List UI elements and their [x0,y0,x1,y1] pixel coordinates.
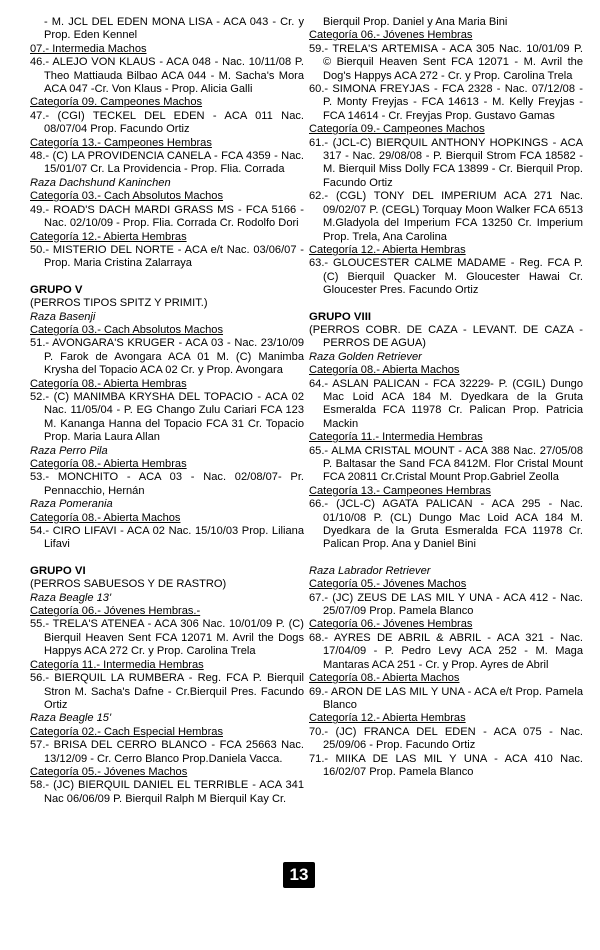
entry-continuation: - M. JCL DEL EDEN MONA LISA - ACA 043 - Cr. y Prop. Eden Kennel [44,16,304,42]
dog-entry: 70.- (JC) FRANCA DEL EDEN - ACA 075 - Nac. 25/09/06 - Prop. Facundo Ortiz [309,725,583,752]
category-heading: Categoría 08.- Abierta Hembras [30,458,187,470]
category-heading: Categoría 11.- Intermedia Hembras [30,658,204,671]
dog-entry: 57.- BRISA DEL CERRO BLANCO - FCA 25663 Nac. 13/12/09 - Cr. Cerro Blanco Prop.Daniela Vacca. [30,739,304,765]
page-number: 13 [283,862,315,888]
category-heading: Categoría 09.- Campeones Machos [309,123,485,136]
category-heading: Categoría 09. Campeones Machos [30,96,203,109]
dog-entry: 69.- ARON DE LAS MIL Y UNA - ACA e/t Prop. Pamela Blanco [309,685,583,711]
breed-heading: Raza Basenji [30,310,96,323]
group-description: (PERROS TIPOS SPITZ Y PRIMIT.) [30,297,208,310]
category-heading: Categoría 12.- Abierta Hembras [309,243,466,256]
breed-heading: Raza Golden Retriever [309,350,422,363]
dog-entry: 48.- (C) LA PROVIDENCIA CANELA - FCA 4359 - Nac. 15/01/07 Cr. La Providencia - Prop. Flia. Corrada [30,150,304,176]
spacer [309,298,583,311]
dog-entry: 61.- (JCL-C) BIERQUIL ANTHONY HOPKINGS - ACA 317 - Nac. 29/08/08 - P. Bierquil Strom FCA 18582 - M. Bierquil Miss Dolly FCA 13899 - Cr. Bierquil Prop. Facundo Ortiz [309,136,583,189]
group-heading: GRUPO V [30,283,83,296]
dog-entry: 62.- (CGL) TONY DEL IMPERIUM ACA 271 Nac. 09/02/07 P. (CEGL) Torquay Moon Walker FCA 6513 M.Gladyola del Imperium FCA 13250 Cr. Imperium Prop. Trela, Ana Carolina [309,190,583,243]
right-column [309,16,583,779]
category-heading: Categoría 12.- Abierta Hembras [30,230,187,243]
category-heading: Categoría 08.- Abierta Machos [309,364,460,377]
breed-heading: Raza Labrador Retriever [309,564,431,577]
dog-entry: 65.- ALMA CRISTAL MOUNT - ACA 388 Nac. 27/05/08 P. Baltasar the Sand FCA 8412M. Flor Cristal Mount FCA 20811 Cr.Cristal Mount Prop.Gabriel Zeolla [309,444,583,484]
category-heading: Categoría 06.- Jóvenes Hembras.- [30,605,201,618]
category-heading: 07.- Intermedia Machos [30,42,147,55]
dog-entry: 56.- BIERQUIL LA RUMBERA - Reg. FCA P. Bierquil Stron M. Sacha's Dafne - Cr.Bierquil Pres. Facundo Ortiz [30,672,304,711]
dog-entry: 63.- GLOUCESTER CALME MADAME - Reg. FCA P. (C) Bierquil Quacker M. Gloucester Hawai Cr. Gloucester Pres. Facundo Ortiz [309,257,583,297]
dog-entry: (PERROS COBR. DE CAZA - LEVANT. DE CAZA - PERROS DE AGUA) [309,323,583,350]
group-heading: GRUPO VIII [309,310,372,323]
spacer [30,271,304,284]
dog-entry: 59.- TRELA'S ARTEMISA - ACA 305 Nac. 10/01/09 P. © Bierquil Heaven Sent FCA 12071 - M. Avril the Dog's Happys ACA 272 - Cr. y Prop. Carolina Trela [309,42,583,82]
dog-entry: 55.- TRELA'S ATENEA - ACA 306 Nac. 10/01/09 P. (C) Bierquil Heaven Sent FCA 12071 M. Avril the Dogs Happys ACA 272 Cr. y Prop. Carolina Trela [30,618,304,658]
breed-heading: Raza Dachshund Kaninchen [30,176,171,189]
category-heading: Categoría 08.- Abierta Machos [30,511,181,524]
category-heading: Categoría 02.- Cach Especial Hembras [30,725,223,738]
dog-entry: 71.- MIIKA DE LAS MIL Y UNA - ACA 410 Nac. 16/02/07 Prop. Pamela Blanco [309,752,583,778]
category-heading: Categoría 12.- Abierta Hembras [309,712,466,725]
dog-entry: 64.- ASLAN PALICAN - FCA 32229- P. (CGIL) Dungo Mac Loid ACA 184 M. Dyedkara de la Gruta Esmeralda FCA 11978 Cr. Palican Prop. Patricia Mackin [309,377,583,430]
dog-entry: 49.- ROAD'S DACH MARDI GRASS MS - FCA 5166 - Nac. 02/10/09 - Prop. Flia. Corrada Cr. Rodolfo Dori [30,203,304,230]
breed-heading: Raza Beagle 15' [30,712,112,725]
category-heading: Categoría 13.- Campeones Hembras [30,136,212,149]
breed-heading: Raza Beagle 13' [30,591,112,604]
category-heading: Categoría 03.- Cach Absolutos Machos [30,190,224,203]
spacer [309,552,583,565]
dog-entry: 52.- (C) MANIMBA KRYSHA DEL TOPACIO - ACA 02 Nac. 11/05/04 - P. EG Chango Zulu Cariari FCA 123 M. Kananga Hanna del Topacio FCA 31 Cr. Topacio Prop. Maria Laura Allan [30,390,304,444]
spacer [30,552,304,565]
dog-entry: 66.- (JCL-C) AGATA PALICAN - ACA 295 - Nac. 01/10/08 P. (CL) Dungo Mac Loid ACA 184 M. Dyedkara de la Gruta Esmeralda FCA 11978 Cr. Palican Prop. Ana y Daniel Bini [309,498,583,551]
dog-entry: 47.- (CGI) TECKEL DEL EDEN - ACA 011 Nac. 08/07/04 Prop. Facundo Ortiz [30,109,304,136]
group-heading: GRUPO VI [30,564,86,577]
entry-continuation: Bierquil Prop. Daniel y Ana Maria Bini [323,16,508,28]
category-heading: Categoría 13.- Campeones Hembras [309,484,491,497]
category-heading: Categoría 05.- Jóvenes Machos [309,578,467,591]
left-column [30,16,304,806]
dog-entry: 50.- MISTERIO DEL NORTE - ACA e/t Nac. 03/06/07 - Prop. Maria Cristina Zalarraya [30,243,304,270]
breed-heading: Raza Pomerania [30,498,113,511]
dog-entry: 60.- SIMONA FREYJAS - FCA 2328 - Nac. 07/12/08 - P. Monty Freyjas - FCA 14613 - M. Kelly Freyjas - FCA 14614 - Cr. Freyjas Prop. Gustavo Gamas [309,83,583,122]
category-heading: Categoría 11.- Intermedia Hembras [309,431,483,444]
category-heading: Categoría 06.- Jóvenes Hembras [309,29,473,42]
category-heading: Categoría 08.- Abierta Hembras [30,377,187,390]
dog-entry: 46.- ALEJO VON KLAUS - ACA 048 - Nac. 10/11/08 P. Theo Mattiauda Bilbao ACA 044 - M. Sacha's Mora ACA 047 -Cr. Von Klaus - Prop. Alicia Galli [30,56,304,96]
category-heading: Categoría 05.- Jóvenes Machos [30,765,188,778]
dog-entry: 53.- MONCHITO - ACA 03 - Nac. 02/08/07- Pr. Pennacchio, Hernán [30,471,304,497]
group-description: (PERROS SABUESOS Y DE RASTRO) [30,578,227,591]
category-heading: Categoría 06.- Jóvenes Hembras [309,618,473,631]
dog-entry: 68.- AYRES DE ABRIL & ABRIL - ACA 321 - Nac. 17/04/09 - P. Pedro Levy ACA 252 - M. Maga Mantaras ACA 251 - Cr. y Prop. Ayres de Abril [309,631,583,671]
dog-entry: 54.- CIRO LIFAVI - ACA 02 Nac. 15/10/03 Prop. Liliana Lifavi [30,525,304,551]
breed-heading: Raza Perro Pila [30,444,108,457]
category-heading: Categoría 08.- Abierta Machos [309,672,460,685]
category-heading: Categoría 03.- Cach Absolutos Machos [30,323,224,336]
dog-entry: 58.- (JC) BIERQUIL DANIEL EL TERRIBLE - ACA 341 Nac 06/06/09 P. Bierquil Ralph M Bierquil Kay Cr. [30,779,304,805]
dog-entry: 67.- (JC) ZEUS DE LAS MIL Y UNA - ACA 412 - Nac. 25/07/09 Prop. Pamela Blanco [309,591,583,618]
dog-entry: 51.- AVONGARA'S KRUGER - ACA 03 - Nac. 23/10/09 P. Farok de Avongara ACA 01 M. (C) Manimba Krysha del Topacio ACA 02 Cr. y Prop. Avongara [30,337,304,377]
